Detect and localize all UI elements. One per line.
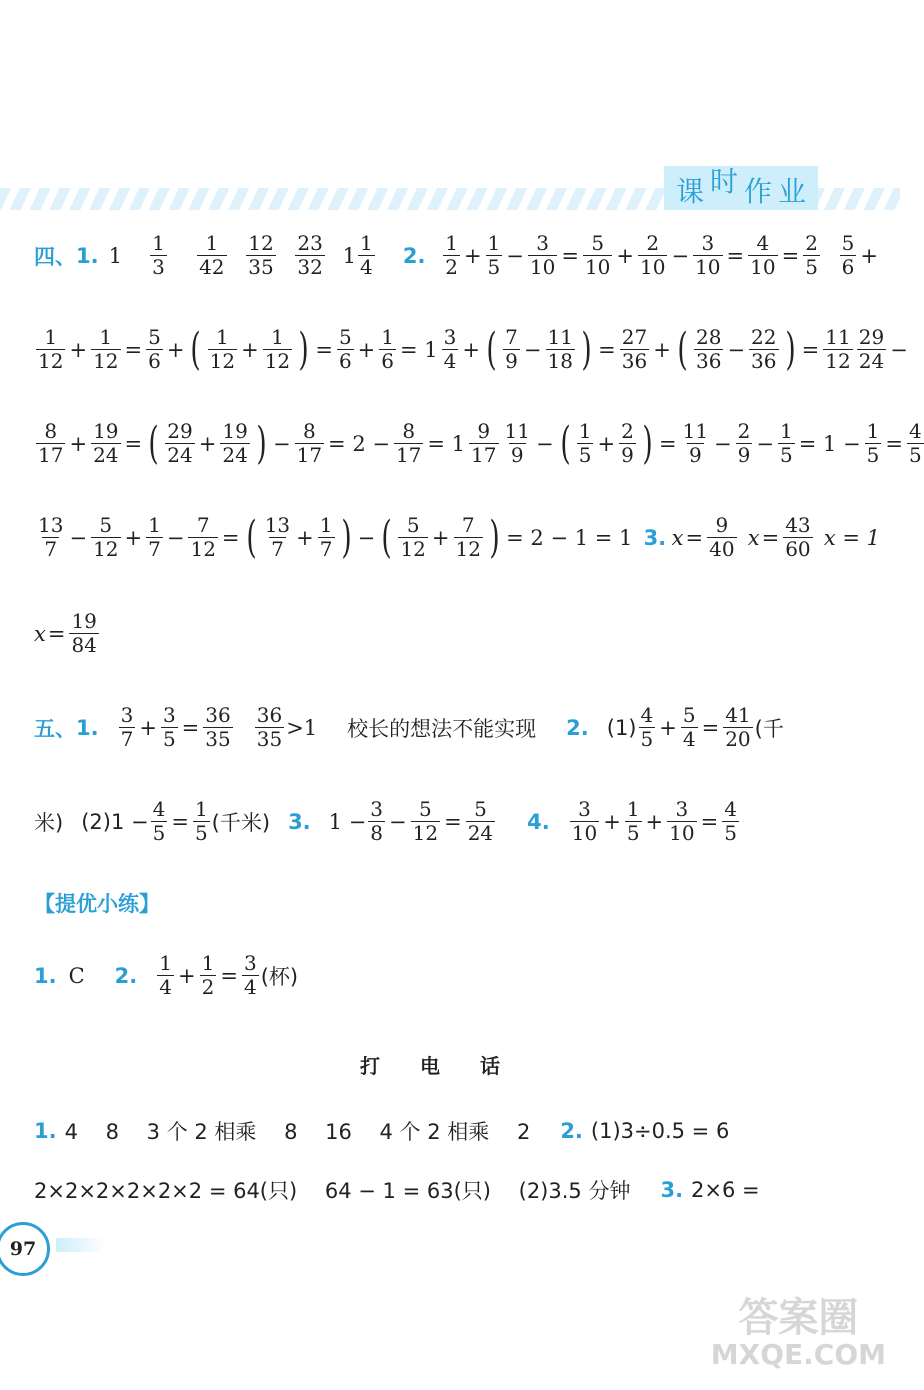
answer-row-10: [34, 1175, 880, 1205]
answer-row-6: 五、 1. $\frac{3}{7}$ + $\frac{3}{5}$ = $\frac{36}{35}$ $\frac{36}{35}$ >1 校长的想法不能实现 2. (1) $\frac{4}{5}$ + $\frac{5}{4}$ = $\frac{41}{20}$ (千: [34, 703, 784, 751]
sub-label: (1): [606, 715, 637, 740]
watermark-top: 答案圈: [738, 1295, 859, 1341]
unit-text: 米): [34, 810, 64, 835]
answer-value: x = 1: [823, 525, 880, 550]
answer-value: 1: [108, 243, 122, 268]
answer-text: 4 8 3 个 2 相乘 8 16 4 个 2 相乘 2: [64, 1120, 531, 1144]
section-label-4: 四、: [34, 244, 76, 269]
fraction: $\frac{1}{4}$: [359, 231, 373, 279]
section-label-5: 五、: [34, 716, 76, 741]
watermark-bottom: MXQE.COM: [710, 1338, 886, 1371]
answer-row-9: [34, 1116, 880, 1146]
variable: x: [671, 525, 684, 550]
header-char: 业: [778, 175, 807, 208]
q-number: 1.: [76, 715, 99, 740]
answer-value: = 2 −: [328, 431, 390, 456]
fraction: $\frac{1}{42}$: [199, 231, 225, 279]
q-number: 2.: [402, 243, 426, 268]
section-heading-tiyou: 【提优小练】: [34, 892, 160, 916]
answer-row-1: 四、 1. 1 $\frac{1}{3}$ $\frac{1}{42}$ $\frac{12}{35}$ $\frac{23}{32}$ 1 $\frac{1}{4}$ 2. $\frac{1}{2}$ + $\frac{1}{5}$ − $\frac{3}{10}$ = $\frac{5}{10}$ + $\frac{2}{10}$ − $\frac{3}{10}$ = $\frac{4}{10}$ = $\frac{2}{5}$ $\frac{5}{6}$ +: [34, 231, 878, 279]
fraction: $\frac{1}{3}$: [152, 231, 165, 279]
q-number: 2.: [114, 963, 138, 988]
answer-row-8: 1. C 2. $\frac{1}{4}$ + $\frac{1}{2}$ = $\frac{3}{4}$ (杯): [34, 951, 299, 999]
header-char: 时: [710, 165, 739, 198]
header-title: [664, 166, 818, 210]
answer-row-5: x = $\frac{19}{84}$: [34, 609, 97, 657]
answer-row-2: $\frac{1}{12}$ + $\frac{1}{12}$ = $\frac{5}{6}$ + ( $\frac{1}{12}$ + $\frac{1}{12}$ ) = $\frac{5}{6}$ + $\frac{1}{6}$ = 1 $\frac{3}{4}$ + ( $\frac{7}{9}$ − $\frac{11}{18}$ ) = $\frac{27}{36}$ + ( $\frac{28}{36}$ − $\frac{22}{36}$ ) = $\frac{11}{12}$ $\frac{29}{24}$ −: [38, 323, 908, 375]
q-number: 2.: [566, 715, 589, 740]
unit-text: (千米): [211, 810, 271, 835]
header-char: 作: [744, 175, 773, 208]
answer-row-4: $\frac{13}{7}$ − $\frac{5}{12}$ + $\frac{1}{7}$ − $\frac{7}{12}$ = ( $\frac{13}{7}$ + $\frac{1}{7}$ ) − ( $\frac{5}{12}$ + $\frac{7}{12}$ ) = 2 − 1 = 1 3. x = $\frac{9}{40}$ x = $\frac{43}{60}$ x = 1: [38, 511, 880, 563]
q-number: 3.: [643, 525, 667, 550]
watermark: [711, 1296, 886, 1371]
fraction: $\frac{12}{35}$: [248, 231, 274, 279]
q-number: 3.: [288, 809, 311, 834]
answer-row-3: $\frac{8}{17}$ + $\frac{19}{24}$ = ( $\frac{29}{24}$ + $\frac{19}{24}$ ) − $\frac{8}{17}$ = 2 − $\frac{8}{17}$ = 1 $\frac{9}{17}$ $\frac{11}{9}$ − ( $\frac{1}{5}$ + $\frac{2}{9}$ ) = $\frac{11}{9}$ − $\frac{2}{9}$ − $\frac{1}{5}$ = 1 − $\frac{1}{5}$ = $\frac{4}{5}$: [38, 417, 922, 469]
q-number: 1.: [34, 963, 57, 988]
answer-value: >1: [286, 715, 318, 740]
answer-text: (1)3÷0.5 = 6: [590, 1119, 730, 1143]
q-number: 2.: [560, 1119, 583, 1143]
q-number: 3.: [660, 1178, 684, 1202]
answer-text: 2×6 =: [691, 1178, 760, 1202]
answer-value: = 1 −: [798, 431, 861, 456]
unit-text: (杯): [260, 964, 299, 989]
answer-value: = 1: [427, 431, 466, 456]
lesson-title: 打电话: [360, 1054, 540, 1078]
q-number: 4.: [527, 809, 550, 834]
answer-value: = 2 − 1 = 1: [506, 525, 633, 550]
answer-text: 2×2×2×2×2×2 = 64(只) 64 − 1 = 63(只) (2)3.5 分钟: [34, 1179, 631, 1203]
q-number: 1.: [76, 243, 99, 268]
fraction: $\frac{23}{32}$: [297, 231, 323, 279]
unit-text: (千: [754, 716, 784, 741]
page-number-tail: [56, 1238, 106, 1252]
equals: =: [685, 525, 704, 550]
answer-row-7: 米) (2)1 − $\frac{4}{5}$ = $\frac{1}{5}$ (千米) 3. 1 − $\frac{3}{8}$ − $\frac{5}{12}$ = $\frac{5}{24}$ 4. $\frac{3}{10}$ + $\frac{1}{5}$ + $\frac{3}{10}$ = $\frac{4}{5}$: [34, 797, 737, 845]
q-number: 1.: [34, 1119, 57, 1143]
sub-label: (2)1 −: [81, 809, 149, 834]
page-number: 97: [0, 1222, 50, 1276]
answer-text: 校长的想法不能实现: [347, 716, 537, 741]
answer-value: 1 −: [328, 809, 367, 834]
answer-value: = 1: [400, 337, 438, 362]
answer-value: C: [68, 963, 85, 988]
header-char: 课: [676, 175, 705, 208]
answer-value: 1: [342, 243, 356, 268]
